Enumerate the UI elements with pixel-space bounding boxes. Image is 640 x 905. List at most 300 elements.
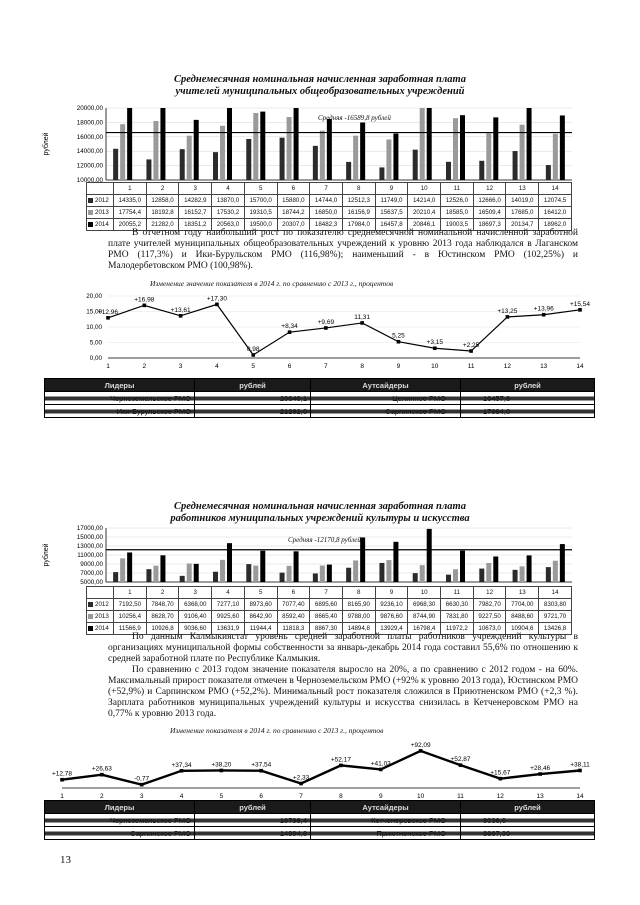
y-tick-label: 13000,00 (76, 543, 103, 550)
x-tick-label: 4 (215, 363, 219, 370)
data-label: +37,34 (171, 761, 192, 769)
corner-cell (87, 183, 114, 195)
bar-2012-1 (113, 572, 118, 582)
x-tick-label: 14 (539, 183, 572, 195)
x-tick-label: 3 (139, 793, 144, 800)
teachers-leaders-table (44, 378, 595, 418)
x-tick-label: 13 (506, 587, 539, 599)
data-point (180, 769, 184, 773)
data-label: 14894,8 (342, 623, 375, 635)
bar-2012-9 (379, 563, 384, 582)
data-label: 18962,0 (539, 219, 572, 231)
data-point (499, 777, 503, 781)
data-label: 14744,0 (310, 195, 343, 207)
leader-name: Ики-Бурульское РМО (45, 405, 195, 418)
data-point (379, 768, 383, 772)
bar-2013-14 (553, 134, 558, 180)
x-tick-label: 10 (408, 183, 441, 195)
data-point (578, 308, 582, 312)
x-tick-label: 11 (441, 587, 474, 599)
data-point (100, 773, 104, 777)
data-point (578, 769, 582, 773)
culture-leaders-table (44, 800, 595, 840)
page-number: 13 (60, 854, 71, 866)
data-label: 13870,0 (212, 195, 245, 207)
data-label: 9876,60 (375, 611, 408, 623)
x-tick-label: 8 (360, 363, 364, 370)
outsiders-header: Аутсайдеры (311, 379, 461, 392)
data-point (538, 772, 542, 776)
legend-swatch (88, 614, 93, 619)
leader-value: 14894,8 (195, 827, 311, 840)
bar-2012-9 (379, 167, 384, 180)
data-point (506, 315, 510, 319)
x-tick-label: 1 (106, 363, 110, 370)
leaders-header-row (45, 379, 595, 392)
bar-2014-6 (294, 108, 299, 180)
data-label: 13929,4 (375, 623, 408, 635)
data-label: 12074,5 (539, 195, 572, 207)
x-tick-label: 11 (467, 363, 475, 370)
data-label: 9721,70 (539, 611, 572, 623)
bar-2014-7 (327, 565, 332, 582)
data-label: -0,77 (134, 775, 150, 783)
y-tick-label: 14000,00 (76, 148, 103, 156)
bar-2013-11 (453, 118, 458, 180)
x-tick-label: 14 (576, 363, 584, 370)
data-label: +37,54 (251, 761, 272, 769)
data-point (140, 783, 144, 787)
data-label: 7277,10 (212, 599, 245, 611)
bar-2012-10 (413, 150, 418, 180)
data-label: +13,61 (170, 306, 191, 314)
bar-2012-11 (446, 162, 451, 180)
bar-2012-7 (313, 146, 318, 180)
data-label: 7077,40 (277, 599, 310, 611)
data-label: 16412,0 (539, 207, 572, 219)
data-point (360, 321, 364, 325)
outsider-name: Кетченеровское РМО (311, 814, 461, 827)
bar-2013-5 (253, 566, 258, 582)
y-tick-label: 10,00 (86, 324, 102, 331)
data-label: 10926,8 (146, 623, 179, 635)
data-label: 14282,9 (179, 195, 212, 207)
data-point (251, 353, 255, 357)
legend-label: 2013 (95, 613, 109, 620)
legend-swatch (88, 198, 93, 203)
data-label: +3,15 (426, 339, 443, 347)
data-label: 8744,90 (408, 611, 441, 623)
y-axis-label: рублей (43, 132, 50, 156)
data-label: 18482,3 (310, 219, 343, 231)
x-tick-label: 8 (342, 183, 375, 195)
data-point (106, 316, 110, 320)
bar-2013-6 (287, 566, 292, 582)
data-label: 12512,3 (342, 195, 375, 207)
x-tick-label: 9 (396, 363, 401, 370)
x-tick-label: 6 (287, 363, 292, 370)
bar-2014-8 (360, 537, 365, 582)
bar-2014-7 (327, 119, 332, 180)
data-label: 9036,60 (179, 623, 212, 635)
data-label: 5,25 (392, 332, 405, 340)
data-point (288, 330, 292, 334)
data-label: 8642,90 (244, 611, 277, 623)
bar-2012-2 (146, 569, 151, 582)
data-label: +15,67 (490, 769, 511, 777)
x-tick-label: 8 (339, 793, 343, 800)
legend-label: 2012 (95, 197, 109, 204)
rub-header: рублей (461, 801, 595, 814)
data-label: +52,87 (450, 756, 471, 764)
x-tick-label: 8 (342, 587, 375, 599)
y-tick-label: 5,00 (89, 339, 102, 347)
bar-2013-12 (486, 563, 491, 582)
data-label: 7704,00 (506, 599, 539, 611)
data-point (179, 314, 183, 318)
y-tick-label: 15,00 (86, 308, 102, 316)
data-label: +9,69 (317, 318, 335, 326)
data-label: 18744,2 (277, 207, 310, 219)
x-tick-label: 6 (277, 183, 310, 195)
bar-2012-13 (513, 570, 518, 582)
data-label: 20210,4 (408, 207, 441, 219)
legend-swatch (88, 222, 93, 227)
data-label: 12666,0 (473, 195, 506, 207)
bar-2012-3 (180, 149, 185, 180)
data-label: 11944,4 (244, 623, 277, 635)
teachers-paragraph: В отчетном году наибольший рост по показателю среднемесячной номинальной начисленной заработной плате учителей муниципальных общеобразовательных учреждений к уровню 2013 года наблюдался в Лаганском РМО (117,3%) и Ики-Бурульском РМО (116,98%); наименьший - в Юстинском РМО (102,25%) и Малодербетовском РМО (100,98%). (108, 228, 578, 271)
bar-2013-14 (553, 561, 558, 582)
rub-header: рублей (195, 379, 311, 392)
rub-header: рублей (461, 379, 595, 392)
x-tick-label: 9 (375, 587, 408, 599)
bar-2014-2 (160, 555, 165, 582)
bar-2014-3 (194, 564, 199, 582)
x-tick-label: 3 (179, 183, 212, 195)
data-label: 20307,0 (277, 219, 310, 231)
rub-header: рублей (195, 801, 311, 814)
data-label: 8628,70 (146, 611, 179, 623)
data-label: 8488,60 (506, 611, 539, 623)
bar-2013-2 (153, 121, 158, 180)
data-label: 20055,2 (114, 219, 147, 231)
data-label: 7192,50 (114, 599, 147, 611)
x-tick-label: 6 (277, 587, 310, 599)
bar-2012-12 (479, 569, 484, 582)
y-tick-label: 18000,00 (76, 119, 103, 127)
x-tick-label: 12 (503, 363, 512, 370)
outsider-value: 9036,6 (461, 814, 595, 827)
data-label: 6968,30 (408, 599, 441, 611)
data-point (339, 764, 343, 768)
data-label: 9925,60 (212, 611, 245, 623)
data-label: 16509,4 (473, 207, 506, 219)
bar-2012-2 (146, 159, 151, 180)
bar-2012-1 (113, 149, 118, 180)
x-tick-label: 2 (142, 363, 147, 370)
data-label: 7848,70 (146, 599, 179, 611)
y-tick-label: 12000,00 (76, 162, 103, 170)
outsider-name: Целинное РМО (311, 392, 461, 405)
data-label: 9788,00 (342, 611, 375, 623)
y-tick-label: 10000,00 (76, 177, 103, 184)
bar-2013-4 (220, 126, 225, 180)
x-tick-label: 1 (114, 183, 147, 195)
bar-2014-10 (427, 108, 432, 180)
bar-2014-12 (493, 556, 498, 582)
legend-entry (87, 195, 114, 207)
x-tick-label: 4 (212, 587, 245, 599)
data-label: 16152,7 (179, 207, 212, 219)
bar-2012-4 (213, 572, 218, 582)
culture-paragraph: По данным Калмыкиястат уровень средней заработной платы работников учреждений культуры в организациях муниципальной формы собственности за январь-декабрь 2014 года составил 55,6% по отношению к средней заработной плате по Республике Калмыкия. По сравнению с 2013 годом значение показателя выросло на 20%, а по сравнению с 2012 годом - на 60%. Максимальный прирост показателя отмечен в Черноземельском РМО (+92% к уровню 2013 года), Юстинском РМО (+52,9%) и Сарпинском РМО (+52,2%). Минимальный рост показателя сложился в Приютненском РМО (+2,3 %). Зарплата работников муниципальных учреждений культуры и искусства снизилась в Кетченеровском РМО на 0,77% к уровню 2013 года. (108, 632, 578, 719)
data-label: 15700,0 (244, 195, 277, 207)
culture-change-line-chart (48, 736, 588, 802)
data-label: +12,78 (51, 770, 73, 778)
data-label: 9106,40 (179, 611, 212, 623)
x-tick-label: 3 (179, 587, 212, 599)
data-label: +38,20 (211, 761, 232, 769)
data-label: 6895,60 (310, 599, 343, 611)
y-tick-label: 20000,00 (76, 105, 103, 112)
outsider-value: 8867,30 (461, 827, 595, 840)
data-label: 17530,2 (212, 207, 245, 219)
x-tick-label: 9 (378, 793, 383, 800)
table-row (45, 814, 595, 827)
data-label: 8592,40 (277, 611, 310, 623)
x-tick-label: 7 (310, 587, 343, 599)
data-label: 18192,8 (146, 207, 179, 219)
data-point (419, 749, 423, 753)
y-axis-label: рублей (43, 543, 50, 567)
y-tick-label: 5000,00 (80, 579, 103, 586)
culture-change-title: Изменение показателя в 2014 г. по сравнению с 2013 г., процентов (170, 726, 384, 735)
data-label: 6368,00 (179, 599, 212, 611)
x-tick-label: 3 (178, 363, 183, 370)
outsider-value: 16457,8 (461, 392, 595, 405)
x-tick-label: 12 (473, 183, 506, 195)
data-label: 11749,0 (375, 195, 408, 207)
data-label: 18351,2 (179, 219, 212, 231)
teachers-change-line-chart (48, 288, 591, 372)
data-label: 8165,90 (342, 599, 375, 611)
leader-value: 16798,4 (195, 814, 311, 827)
data-label: 10673,0 (473, 623, 506, 635)
data-label: 10256,4 (114, 611, 147, 623)
bar-2014-2 (160, 108, 165, 180)
y-tick-label: 15000,00 (76, 534, 103, 541)
bar-2013-11 (453, 569, 458, 582)
data-label: 12526,0 (441, 195, 474, 207)
data-label: +8,34 (281, 323, 298, 331)
data-label: 12858,0 (146, 195, 179, 207)
x-tick-label: 13 (506, 183, 539, 195)
data-label: 19003,5 (441, 219, 474, 231)
x-tick-label: 6 (259, 793, 264, 800)
legend-entry (87, 599, 114, 611)
data-label: 18697,3 (473, 219, 506, 231)
bar-2014-9 (393, 134, 398, 180)
bar-2013-8 (353, 136, 358, 180)
bar-2012-8 (346, 568, 351, 582)
bar-2012-14 (546, 567, 551, 582)
bar-2012-11 (446, 575, 451, 582)
table-row (45, 827, 595, 840)
category-row (87, 587, 572, 599)
x-tick-label: 4 (179, 793, 184, 800)
x-tick-label: 7 (299, 793, 303, 800)
teachers-average-label: Средняя -16589,8 рублей (318, 114, 391, 122)
data-label: 14214,0 (408, 195, 441, 207)
bar-2012-13 (513, 151, 518, 180)
legend-label: 2014 (95, 221, 109, 228)
data-label: +92,09 (410, 741, 431, 749)
data-label: 17984,0 (342, 219, 375, 231)
data-point (542, 313, 546, 317)
x-tick-label: 4 (212, 183, 245, 195)
outsider-name: Приютненское РМО (311, 827, 461, 840)
bar-2014-4 (227, 108, 232, 180)
x-tick-label: 13 (540, 363, 548, 370)
data-label: +15,54 (569, 300, 591, 308)
data-label: 16457,8 (375, 219, 408, 231)
bar-2013-10 (420, 565, 425, 582)
data-label: 8867,30 (310, 623, 343, 635)
data-point (259, 769, 263, 773)
data-label: 16850,0 (310, 207, 343, 219)
bar-2013-9 (386, 560, 391, 582)
leaders-header: Лидеры (45, 379, 195, 392)
y-tick-label: 7000,00 (80, 570, 103, 577)
bar-2014-11 (460, 115, 465, 180)
data-label: +28,46 (530, 765, 551, 773)
legend-label: 2012 (95, 601, 109, 608)
leader-name: Черноземельское РМО (45, 392, 195, 405)
legend-label: 2013 (95, 209, 109, 216)
data-label: 20134,7 (506, 219, 539, 231)
legend-swatch (88, 602, 93, 607)
x-tick-label: 11 (457, 793, 464, 800)
x-tick-label: 2 (100, 793, 104, 800)
y-tick-label: 9000,00 (80, 561, 103, 568)
data-point (433, 346, 437, 350)
data-label: 11818,3 (277, 623, 310, 635)
bar-2013-2 (153, 566, 158, 582)
x-tick-label: 5 (244, 587, 277, 599)
x-tick-label: 9 (375, 183, 408, 195)
teachers-salary-data-table (86, 182, 572, 231)
legend-entry (87, 611, 114, 623)
bar-2014-4 (227, 543, 232, 582)
bar-2013-12 (486, 133, 491, 180)
data-label: +2,25 (462, 342, 480, 350)
data-label: 9236,10 (375, 599, 408, 611)
outsiders-header: Аутсайдеры (311, 801, 461, 814)
table-row (87, 195, 572, 207)
data-label: 9227,50 (473, 611, 506, 623)
bar-2013-3 (187, 136, 192, 180)
data-label: 8665,40 (310, 611, 343, 623)
x-tick-label: 12 (473, 587, 506, 599)
x-tick-label: 10 (408, 587, 441, 599)
category-row (87, 183, 572, 195)
data-label: +41,03 (370, 760, 391, 768)
legend-entry (87, 207, 114, 219)
data-point (397, 340, 401, 344)
bar-2013-4 (220, 560, 225, 582)
bar-2012-5 (246, 139, 251, 180)
bar-2014-8 (360, 123, 365, 180)
data-label: 11972,2 (441, 623, 474, 635)
bar-2012-3 (180, 576, 185, 582)
leaders-header: Лидеры (45, 801, 195, 814)
bar-2012-5 (246, 564, 251, 582)
y-tick-label: 17000,00 (76, 525, 103, 532)
x-tick-label: 5 (251, 363, 256, 370)
x-tick-label: 14 (576, 793, 584, 800)
data-label: 7831,80 (441, 611, 474, 623)
bar-2014-13 (527, 555, 532, 582)
data-label: +52,17 (330, 756, 351, 764)
data-label: 8973,60 (244, 599, 277, 611)
data-point (215, 303, 219, 307)
bar-2012-7 (313, 573, 318, 582)
data-label: +17,30 (206, 295, 227, 303)
data-label: 15637,5 (375, 207, 408, 219)
x-tick-label: 10 (431, 363, 439, 370)
data-label: +38,11 (570, 761, 590, 769)
corner-cell (87, 587, 114, 599)
x-tick-label: 5 (244, 183, 277, 195)
outsider-value: 17984,0 (461, 405, 595, 418)
teachers-change-title: Изменение значение показателя в 2014 г. по сравнению с 2013 г., процентов (150, 279, 394, 288)
legend-label: 2014 (95, 625, 109, 632)
legend-swatch (88, 626, 93, 631)
y-tick-label: 16000,00 (76, 133, 103, 141)
data-label: +16,98 (134, 296, 155, 304)
data-label: +26,63 (91, 765, 112, 773)
leaders-header-row (45, 801, 595, 814)
x-tick-label: 5 (219, 793, 224, 800)
data-label: 20846,1 (408, 219, 441, 231)
table-row (87, 599, 572, 611)
bar-2013-6 (287, 117, 292, 180)
culture-salary-data-table (86, 586, 572, 635)
data-label: +13,96 (533, 305, 554, 313)
data-point (220, 769, 224, 773)
data-label: 8303,80 (539, 599, 572, 611)
leader-value: 20846,1 (195, 392, 311, 405)
data-label: 17685,0 (506, 207, 539, 219)
leader-value: 21282,0 (195, 405, 311, 418)
bar-2014-3 (194, 120, 199, 180)
teachers-salary-title: Среднемесячная номинальная начисленная заработная плата учителей муниципальных общеобразовательных учреждений (174, 74, 466, 97)
data-label: +2,33 (292, 774, 310, 782)
data-label: 0,98 (246, 345, 260, 353)
bar-2014-5 (260, 551, 265, 582)
table-row (87, 207, 572, 219)
bar-2014-1 (127, 552, 132, 582)
x-tick-label: 11 (441, 183, 474, 195)
data-label: 14335,0 (114, 195, 147, 207)
bar-2014-9 (393, 542, 398, 582)
data-point (469, 349, 473, 353)
data-label: 17754,4 (114, 207, 147, 219)
data-label: 20563,0 (212, 219, 245, 231)
bar-2012-12 (479, 161, 484, 180)
bar-2013-13 (520, 566, 525, 582)
